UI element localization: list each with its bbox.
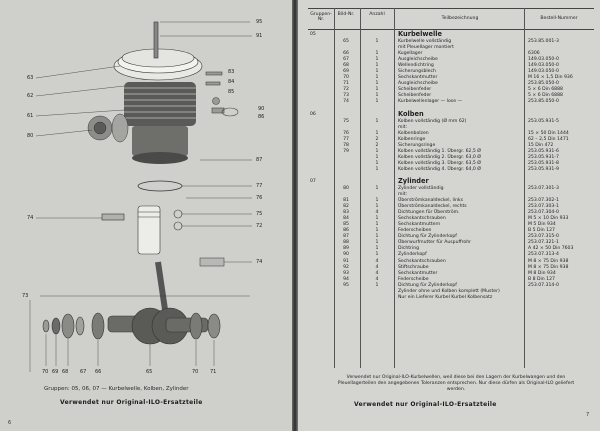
figure-number: 73 [343,93,349,99]
part-description: Sicherungsringe [398,142,436,148]
part-description: Kolben vollständig 3. Übergr. 63,5 Ø [398,160,481,166]
left-page-number: 6 [8,420,12,426]
callout-76: 76 [256,195,263,201]
callout-62: 62 [27,93,34,99]
quantity: 1 [375,69,379,75]
part-description: Zylinder vollständig [398,185,444,191]
order-number: 149.03.050-0 [528,63,559,69]
figure-number: 90 [343,252,349,258]
figure-number: 69 [343,69,349,75]
figure-number: 84 [343,216,349,222]
quantity: 1 [375,216,379,222]
figure-number: 89 [343,246,349,252]
figure-number: 66 [343,51,349,57]
section-row [308,30,594,39]
order-number: 253.05.931-8 [528,160,559,166]
group-number: 05 [310,32,316,37]
order-number: 253.07.302-1 [528,198,559,204]
quantity: 1 [375,87,379,93]
order-number: M 8 Din 934 [528,270,556,276]
exploded-engine-drawing [0,0,292,431]
figure-number: 82 [343,204,349,210]
figure-number: 79 [343,148,349,154]
part-description: Zylinder ohne und Kolben komplett (Muster) [398,288,500,294]
part-description: Ausgleichscheibe [398,57,438,63]
figure-caption: Gruppen: 05, 06, 07 — Kurbelwelle, Kolben, Zylinder [44,386,189,392]
quantity: 1 [375,160,379,166]
cylinder-head [114,22,202,80]
order-number: M 5 × 10 Din 933 [528,216,569,222]
figure-number: 74 [343,99,349,105]
figure-number: 94 [343,276,349,282]
quantity: 1 [375,240,379,246]
figure-number: 91 [343,258,349,264]
figure-number: 87 [343,234,349,240]
order-number: M 8 × 75 Din 938 [528,258,569,264]
figure-number: 68 [343,63,349,69]
quantity: 1 [375,63,379,69]
order-number: 253.07.304-0 [528,210,559,216]
section-title: Kolben [398,109,424,118]
quantity: 1 [375,81,379,87]
piston-ring [138,181,182,191]
quantity: 1 [375,234,379,240]
header-group: Gruppen-Nr. [310,12,332,23]
figure-number: 85 [343,222,349,228]
figure-number: 80 [343,185,349,191]
quantity: 4 [375,270,379,276]
quantity: 1 [375,39,379,44]
part-description: Dichtungen für Überström. [398,210,460,216]
callout-87: 87 [256,157,263,163]
callout-74-left: 74 [27,215,34,221]
figure-number: 95 [343,282,349,288]
part-description: Kolbenringe [398,136,426,142]
callout-75: 75 [256,211,263,217]
order-number: 253.05.931-9 [528,166,559,172]
header-part-no: Bestell-Nummer [540,16,578,21]
callout-85: 85 [228,89,235,95]
group-number: 06 [310,111,316,117]
quantity: 1 [375,222,379,228]
callout-63: 63 [27,75,34,81]
figure-number: 78 [343,142,349,148]
table-header [308,8,594,30]
part-description: Dichtring [398,246,420,252]
part-description: mit: [398,124,408,130]
part-description: Federscheiben [398,228,432,234]
callout-67: 67 [80,369,87,375]
quantity: 1 [375,118,379,124]
order-number: B 5 Din 127 [528,228,555,234]
figure-number: 81 [343,198,349,204]
quantity: 1 [375,93,379,99]
part-description: Zylinderkopf [398,252,427,258]
quantity: 1 [375,99,379,105]
left-page [0,0,292,431]
order-number: 253.85.001-3 [528,39,559,44]
quantity: 1 [375,57,379,63]
part-description: Dichtung für Zylinderkopf [398,234,457,240]
figure-number: 92 [343,264,349,270]
order-number: 253.07.314-0 [528,282,559,288]
part-description: Sechskantschrauben [398,258,446,264]
order-number: 253.05.931-5 [528,118,559,124]
part-description: mit: [398,191,408,197]
quantity: 4 [375,258,379,264]
right-footer: Verwendet nur Original-ILO-Ersatzteile [354,401,497,408]
order-number: 5 × 6 Din 6888 [528,93,563,99]
figure-number: 71 [343,81,349,87]
quantity: 1 [375,252,379,258]
order-number: M 8 × 75 Din 938 [528,264,569,270]
quantity: 4 [375,210,379,216]
quantity: 1 [375,228,379,234]
header-figure: Bild-Nr. [337,12,355,17]
order-number: 253.07.315-0 [528,234,559,240]
figure-number: 88 [343,240,349,246]
section-title: Kurbelwelle [398,30,442,38]
part-description: Ausgleichscheibe [398,81,438,87]
part-description: Sechskantmutter [398,270,438,276]
figure-number: 72 [343,87,349,93]
callout-65: 65 [146,369,153,375]
section-row [308,110,594,119]
part-description: Sechskantmuttern [398,222,441,228]
figure-number: 77 [343,136,349,142]
figure-number: 65 [343,39,349,44]
quantity: 1 [375,246,379,252]
order-number: 253.05.931-6 [528,148,559,154]
part-description: Stiftschraube [398,264,429,270]
order-number: 253.05.931-7 [528,154,559,160]
callout-70: 70 [42,369,49,375]
part-description: Kolben vollständig 4. Übergr. 64,0 Ø [398,166,481,172]
quantity: 1 [375,148,379,154]
callout-90: 90 [258,106,265,112]
quantity: 1 [375,204,379,210]
part-description: Scheibenfeder [398,87,432,93]
part-description: Sechskantschrauben [398,216,446,222]
table-body [308,30,594,301]
order-number: A 42 × 50 Din 7603 [528,246,574,252]
rod-pin [200,258,224,266]
callout-69: 69 [52,369,59,375]
figure-number: 83 [343,210,349,216]
part-description: Kolben vollständig (Ø mm 62) [398,118,467,124]
part-description: Kolbenbolzen [398,130,429,136]
figure-number: 86 [343,228,349,234]
order-number: 253.85.050-0 [528,99,559,105]
callout-91: 91 [256,33,263,39]
quantity: 4 [375,276,379,282]
quantity: 1 [375,130,379,136]
figure-number: 76 [343,130,349,136]
quantity: 1 [375,282,379,288]
part-description: Dichtung für Zylinderkopf [398,282,457,288]
figure-number: 70 [343,75,349,81]
quantity: 1 [375,198,379,204]
part-description: Kolben vollständig 1. Übergr. 62,5 Ø [398,148,481,154]
callout-86: 86 [258,114,265,120]
piston [138,206,160,254]
callout-95: 95 [256,19,263,25]
order-number: 253.07.303-1 [528,204,559,210]
part-description: Überströmkanaldeckel, rechts [398,204,467,210]
group-number: 07 [310,178,316,184]
part-description: Überströmkanaldeckel, links [398,198,463,204]
order-number: B 8 Din 127 [528,276,555,282]
part-description: Sechskantmutter [398,75,438,81]
order-number: 253.07.321-1 [528,240,559,246]
right-page-number: 7 [586,412,590,418]
callout-84: 84 [228,79,235,85]
right-page [298,0,600,431]
exhaust-port [88,114,128,142]
callout-68: 68 [62,369,69,375]
order-number: 15 Din 472 [528,142,554,148]
callout-80: 80 [27,133,34,139]
quantity: 1 [375,154,379,160]
callout-72: 72 [256,223,263,229]
figure-number: 75 [343,118,349,124]
figure-number: 67 [343,57,349,63]
part-description: Kolben vollständig 2. Übergr. 63,0 Ø [398,154,481,160]
part-description: mit Pleuellager montiert [398,45,454,51]
part-description: Kurbelwellenlager — lose — [398,99,463,105]
callout-70-right: 70 [192,369,199,375]
part-description: Wellendichtring [398,63,434,69]
header-qty: Anzahl [369,12,385,17]
section-title: Zylinder [398,176,429,185]
part-description: Sicherungsblech [398,69,436,75]
quantity: 2 [375,136,379,142]
callout-74: 74 [256,259,263,265]
order-number: 253.07.301-3 [528,185,559,191]
part-description: Federscheibe [398,276,429,282]
quantity: 1 [375,166,379,172]
callout-61: 61 [27,113,34,119]
header-description: Teilbezeichnung [441,16,479,21]
order-number: 253.85.050-0 [528,81,559,87]
order-number: 149.03.050-0 [528,57,559,63]
quantity: 1 [375,185,379,191]
part-description: Überwurfmutter für Auspuffrohr [398,240,472,246]
order-number: 6306 [528,51,540,57]
callout-66: 66 [95,369,102,375]
callout-73: 73 [22,293,29,299]
part-description: Nur ein Lieferer Kurbel Kurbel Kolbensatz [398,294,493,300]
order-number: 149.03.050-0 [528,69,559,75]
order-number: 62 – 2,5 Din 1471 [528,136,569,142]
part-description: Kugellager [398,51,423,57]
quantity: 1 [375,51,379,57]
order-number: 15 × 50 Din 1444 [528,130,569,136]
part-description: Kurbelwelle vollständig [398,39,452,44]
quantity: 1 [375,75,379,81]
order-number: 5 × 6 Din 6888 [528,87,563,93]
quantity: 4 [375,264,379,270]
figure-number: 93 [343,270,349,276]
footnote: Verwendet nur Original-ILO-Kurbelwellen, weil diese bei den Lagern der Kurbelwangen und den Pleuellagerteilen den angegebenen Toleranzen entsprechen. Nur diese dürfen als Original-ILO geliefert werden. [337,375,575,392]
callout-71: 71 [210,369,217,375]
table-row [308,295,594,301]
callout-77: 77 [256,183,263,189]
order-number: M 16 × 1,5 Din 936 [528,75,573,81]
order-number: 253.07.313-4 [528,252,559,258]
quantity: 2 [375,142,379,148]
cylinder-block [124,82,196,164]
order-number: M 5 Din 934 [528,222,556,228]
section-row [308,177,594,186]
callout-83: 83 [228,69,235,75]
left-footer: Verwendet nur Original-ILO-Ersatzteile [60,399,203,406]
part-description: Scheibenfeder [398,93,432,99]
